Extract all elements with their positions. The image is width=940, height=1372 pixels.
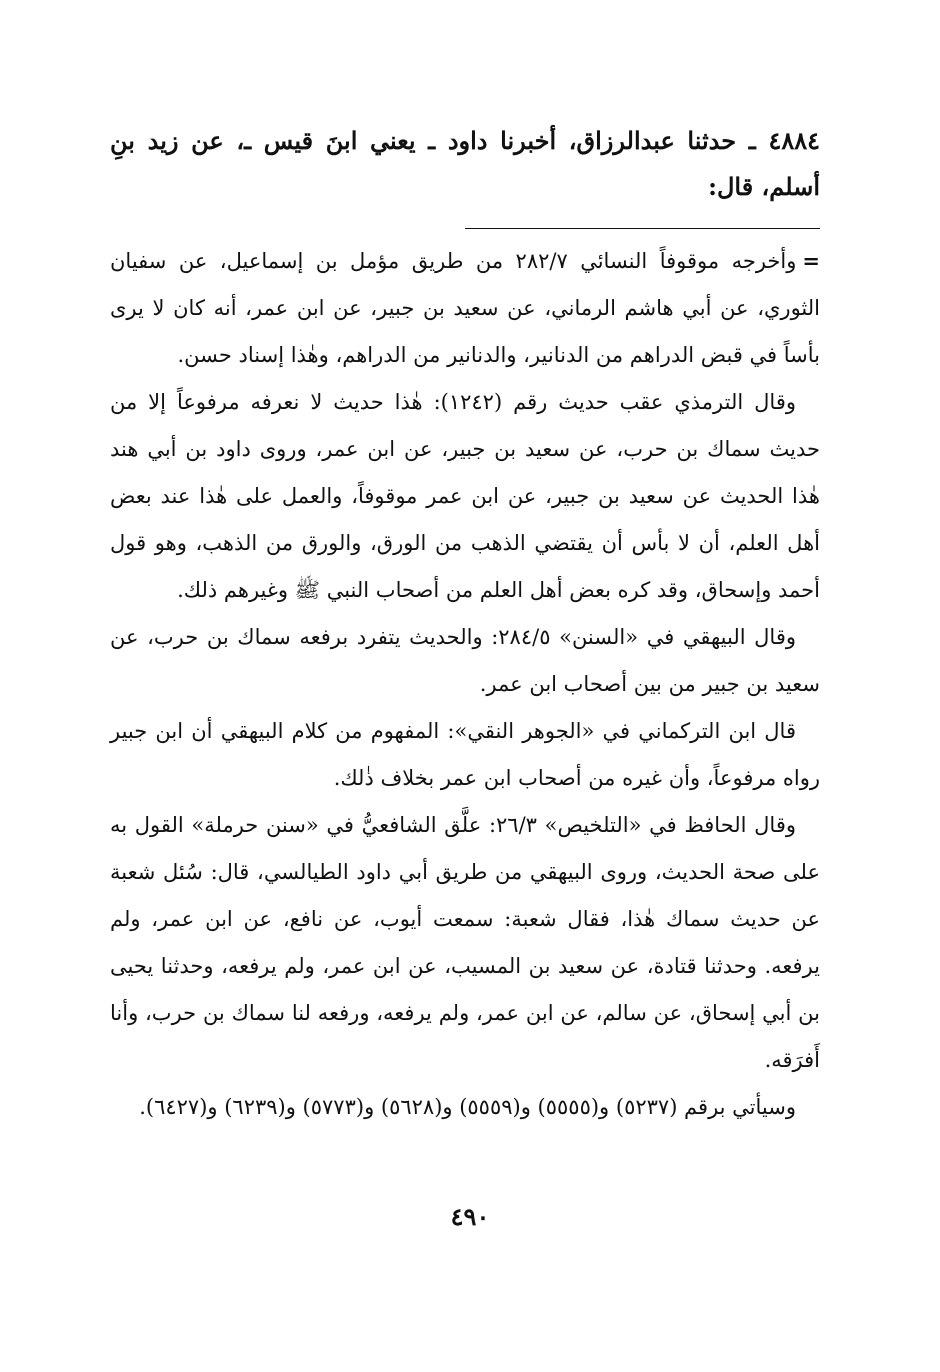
footnote-separator — [465, 228, 820, 229]
hadith-text: ٤٨٨٤ ـ حدثنا عبدالرزاق، أخبرنا داود ـ يعني ابنَ قيس ـ، عن زيد بنِ أسلم، قال: — [110, 126, 820, 201]
footnote-text: وأخرجه موقوفاً النسائي ٢٨٢/٧ من طريق مؤمل بن إسماعيل، عن سفيان الثوري، عن أبي هاشم الرماني، عن سعيد بن جبير، عن ابن عمر، أنه كان لا يرى بأساً في قبض الدراهم من الدنانير، والدنانير من الدراهم، وهٰذا إسناد حسن. — [110, 249, 820, 367]
footnotes — [110, 237, 820, 1131]
footnote-paragraph-6: وسيأتي برقم (٥٢٣٧) و(٥٥٥٥) و(٥٥٥٩) و(٥٦٢٨) و(٥٧٧٣) و(٦٢٣٩) و(٦٤٢٧). — [139, 1095, 796, 1119]
continuation-marker: = — [802, 248, 820, 273]
footnote-paragraph-4: قال ابن التركماني في «الجوهر النقي»: المفهوم من كلام البيهقي أن ابن جبير رواه مرفوعاً، وأن غيره من أصحاب ابن عمر بخلاف ذٰلك. — [110, 719, 820, 790]
footnote-paragraph-5: وقال الحافظ في «التلخيص» ٢٦/٣: علَّق الشافعيُّ في «سنن حرملة» القول به على صحة الحديث، وروى البيهقي من طريق أبي داود الطيالسي، قال: سُئل شعبة عن حديث سماك هٰذا، فقال شعبة: سمعت أيوب، عن نافع، عن ابن عمر، ولم يرفعه. وحدثنا قتادة، عن سعيد بن المسيب، عن ابن عمر، ولم يرفعه، وحدثنا يحيى بن أبي إسحاق، عن سالم، عن ابن عمر، ولم يرفعه، ورفعه لنا سماك بن حرب، وأنا أَفرَقه. — [110, 813, 820, 1072]
footnote-paragraph-2: وقال الترمذي عقب حديث رقم (١٢٤٢): هٰذا حديث لا نعرفه مرفوعاً إلا من حديث سماك بن حرب، عن سعيد بن جبير، عن ابن عمر، وروى داود بن أبي هند هٰذا الحديث عن سعيد بن جبير، عن ابن عمر موقوفاً، والعمل على هٰذا عند بعض أهل العلم، أن لا بأس أن يقتضي الذهب من الورق، والورق من الذهب، وهو قول أحمد وإسحاق، وقد كره بعض أهل العلم من أصحاب النبي ﷺ وغيرهم ذلك. — [110, 390, 820, 602]
footnote-paragraph-1 — [110, 237, 820, 379]
page-number: ٤٩٠ — [450, 1202, 490, 1231]
page-body — [110, 118, 820, 1131]
footnote-paragraph-3: وقال البيهقي في «السنن» ٢٨٤/٥: والحديث يتفرد برفعه سماك بن حرب، عن سعيد بن جبير من بين أصحاب ابن عمر. — [110, 625, 820, 696]
